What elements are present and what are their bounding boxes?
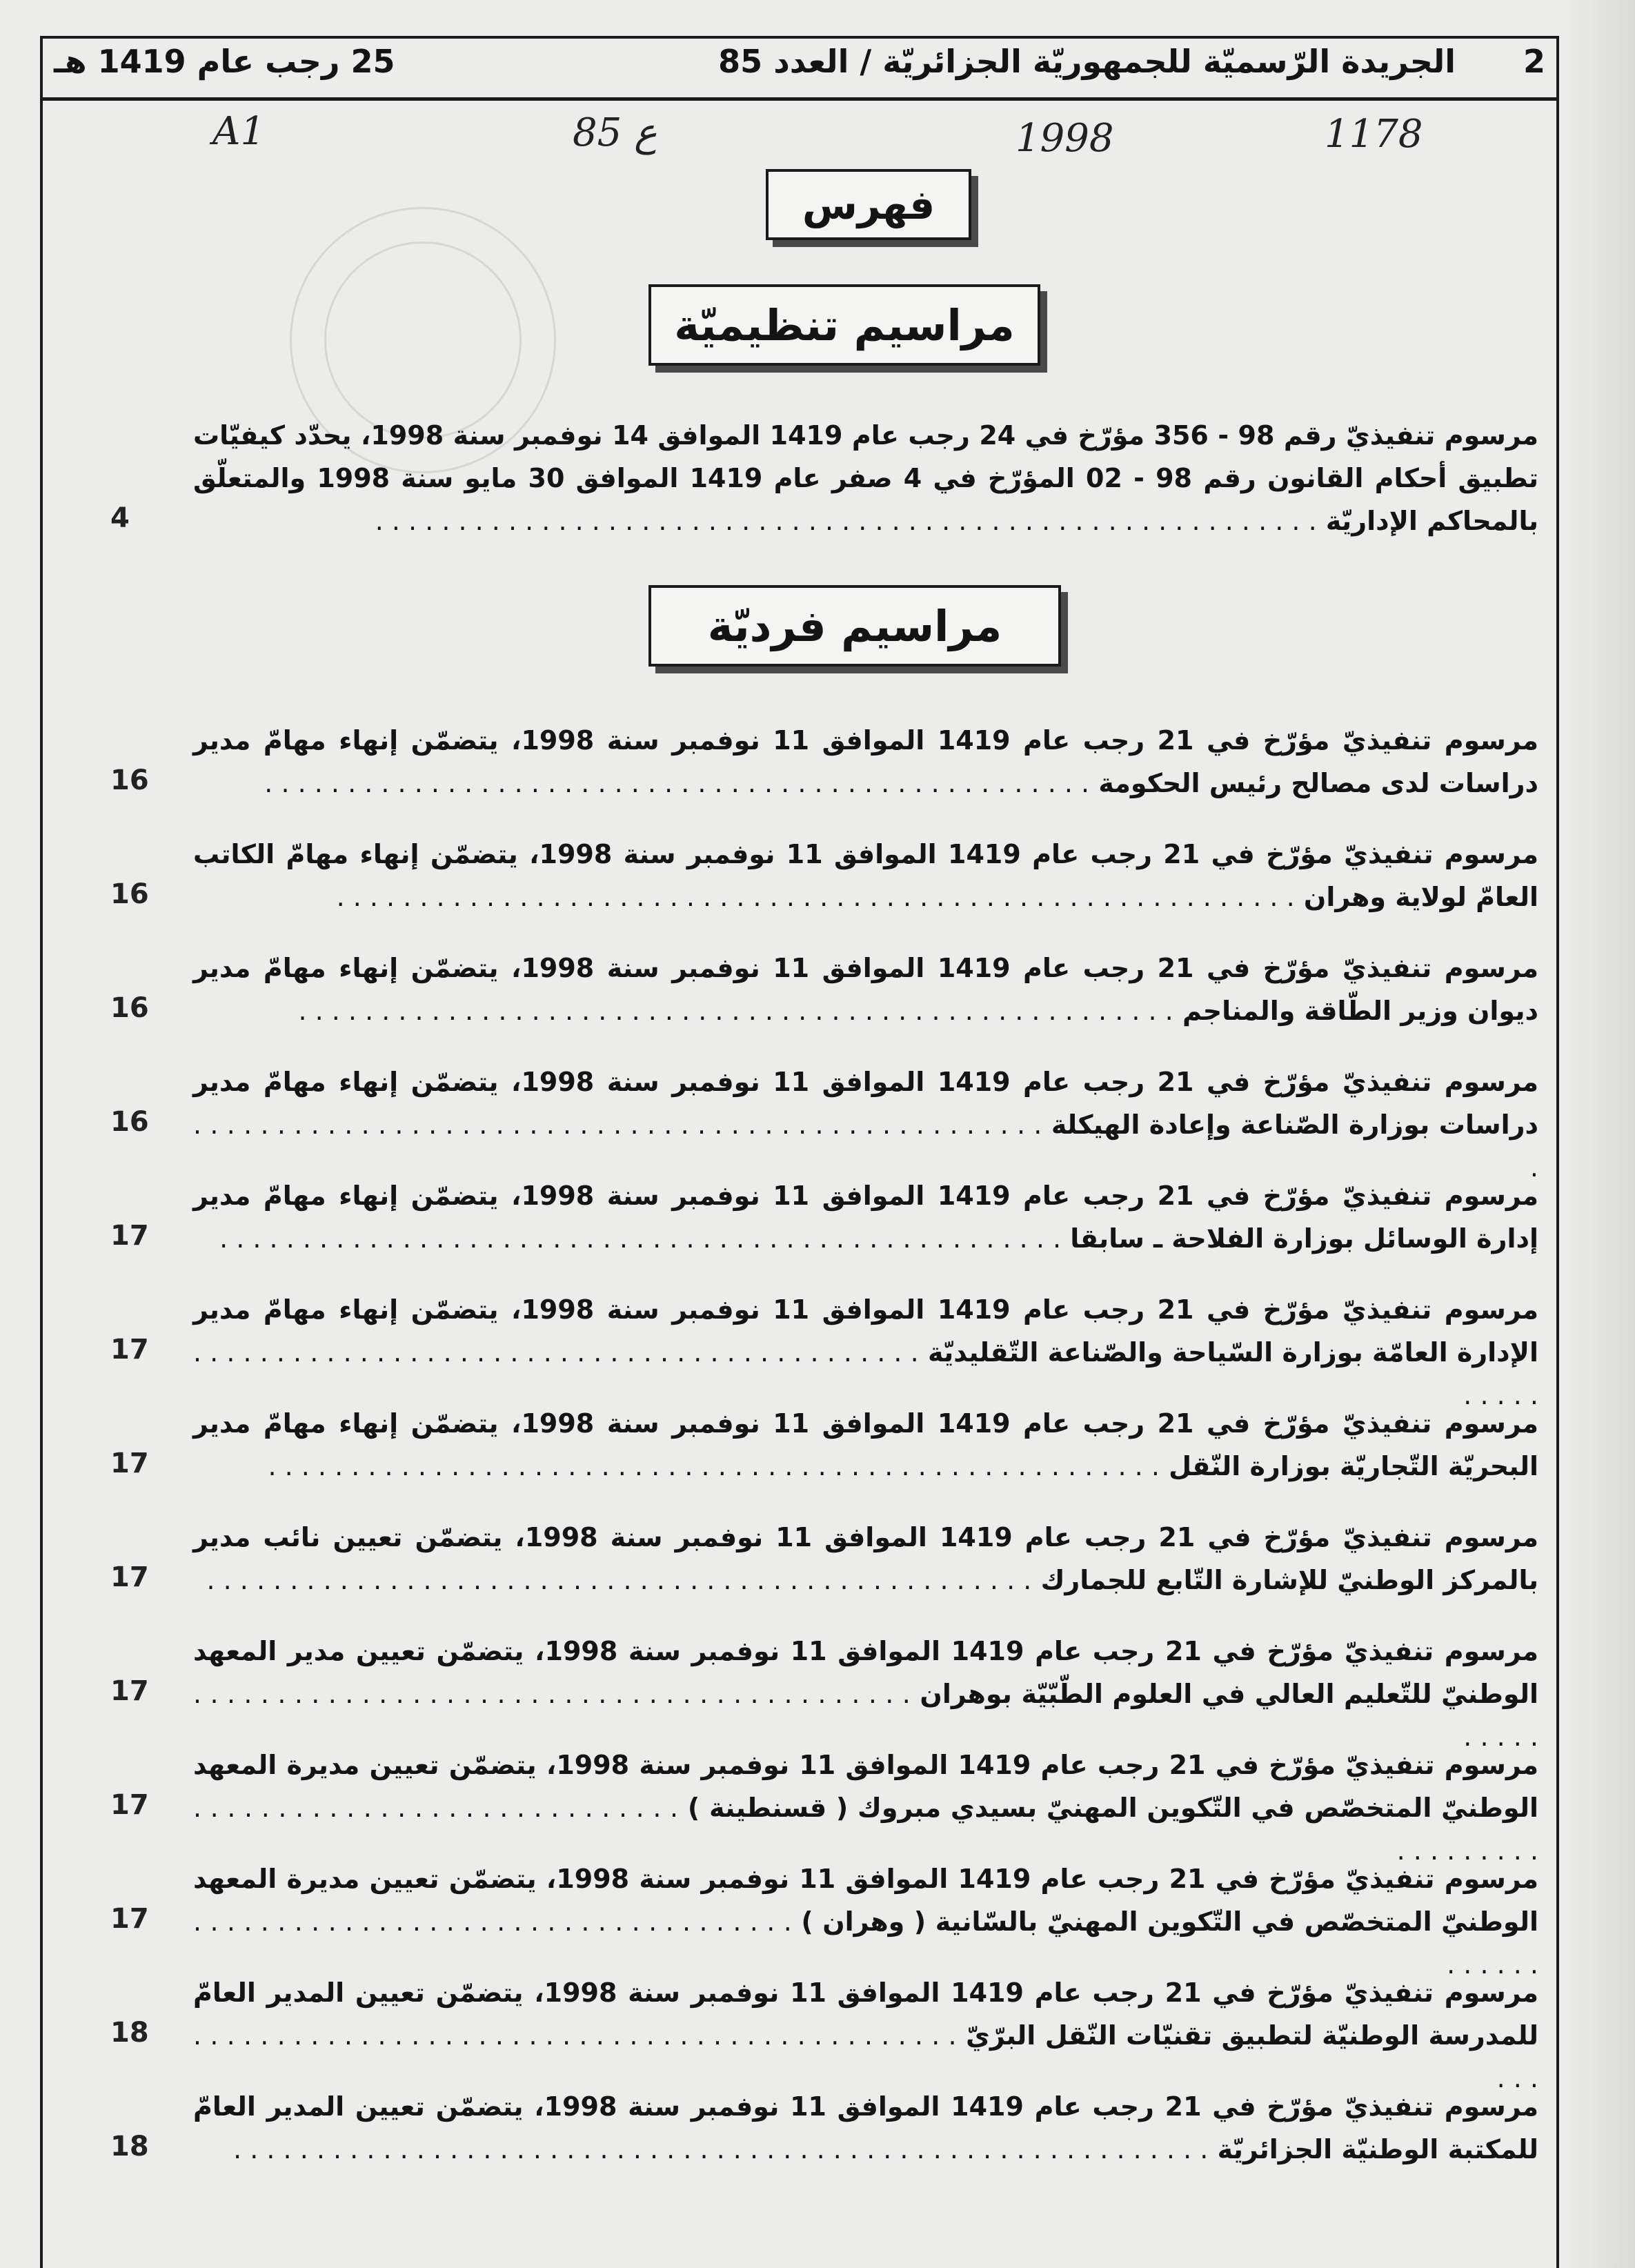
toc-entry-text: مرسوم تنفيذيّ مؤرّخ في 21 رجب عام 1419 الموافق 11 نوفمبر سنة 1998، يتضمّن إنهاء مهامّ الكاتب العامّ لولاية وهران . . . . . . . . . . . . . . . . . . . . . . . . . . . . . . . . . . . . . . . . . . . . . . . . . . . . . . . . . . [193, 839, 1538, 912]
toc-entry [103, 1630, 1538, 1752]
leader-dots: . . . . . . . . . . . . . . . . . . . . . . . . . . . . . . . . . . . . . . [193, 1793, 1538, 1866]
section-title-regulatory: مراسيم تنظيميّة [648, 284, 1040, 366]
toc-entry-text: مرسوم تنفيذيّ مؤرّخ في 21 رجب عام 1419 الموافق 11 نوفمبر سنة 1998، يتضمّن تعيين مدير المعهد الوطنيّ للتّعليم العالي في العلوم الطّبّيّة بوهران . . . . . . . . . . . . . . . . . . . . . . . . . . . . . . . . . . . . . . . . . . . . . . . . [193, 1636, 1538, 1752]
section-title-individual: مراسيم فرديّة [648, 585, 1061, 667]
toc-entry-page: 17 [110, 1903, 149, 1935]
handwritten-note: ع 85 [573, 110, 657, 155]
leader-dots: . . . . . . . . . . . . . . . . . . . . . . . . . . . . . . . . . . . . . . . . . . . . . . . . . . . . . . [268, 1451, 1160, 1481]
leader-dots: . . . . . . . . . . . . . . . . . . . . . . . . . . . . . . . . . . . . . . . . . . . . . . . . . [193, 2020, 1538, 2093]
leader-dots: . . . . . . . . . . . . . . . . . . . . . . . . . . . . . . . . . . . . . . . . . . . . . . . . . . . . . [298, 996, 1173, 1026]
page-edge-shadow [1566, 0, 1635, 2268]
leader-dots: . . . . . . . . . . . . . . . . . . . . . . . . . . . . . . . . . . . . . . . . . . [193, 1906, 1538, 1980]
toc-entry [103, 1744, 1539, 1866]
toc-entry-page: 17 [110, 1448, 149, 1479]
leader-dots: . . . . . . . . . . . . . . . . . . . . . . . . . . . . . . . . . . . . . . . . . . . . . . . . . . . . [193, 1110, 1538, 1183]
leader-dots: . . . . . . . . . . . . . . . . . . . . . . . . . . . . . . . . . . . . . . . . . . . . . . . . . . [206, 1565, 1032, 1595]
toc-entry-text: مرسوم تنفيذيّ مؤرّخ في 21 رجب عام 1419 الموافق 11 نوفمبر سنة 1998، يتضمّن إنهاء مهامّ مدير دراسات لدى مصالح رئيس الحكومة . . . . . . . . . . . . . . . . . . . . . . . . . . . . . . . . . . . . . . . . . . . . . . . . . . [193, 725, 1538, 798]
toc-entry-page: 16 [110, 992, 149, 1024]
toc-entry [103, 414, 1538, 538]
page-header [40, 36, 1559, 101]
toc-entry-page: 17 [110, 1789, 149, 1821]
leader-dots: . . . . . . . . . . . . . . . . . . . . . . . . . . . . . . . . . . . . . . . . . . . . . . . . . . . . . . . . . [375, 506, 1317, 536]
toc-entry [103, 947, 1538, 1036]
toc-entry-page: 16 [110, 1106, 149, 1138]
toc-entry-text: مرسوم تنفيذيّ مؤرّخ في 21 رجب عام 1419 الموافق 11 نوفمبر سنة 1998، يتضمّن إنهاء مهامّ مدير إدارة الوسائل بوزارة الفلاحة ـ سابقا . . . . . . . . . . . . . . . . . . . . . . . . . . . . . . . . . . . . . . . . . . . . . . . . . . . [193, 1181, 1538, 1254]
header-title: الجريدة الرّسميّة للجمهوريّة الجزائريّة / العدد 85 [718, 43, 1456, 80]
handwritten-note: 1998 [1015, 116, 1114, 161]
toc-entry [103, 1288, 1538, 1410]
toc-entry [103, 1857, 1539, 1980]
header-date: 25 رجب عام 1419 هـ [54, 43, 395, 80]
toc-entry-page: 17 [110, 1220, 149, 1252]
toc-entry [103, 833, 1538, 923]
leader-dots: . . . . . . . . . . . . . . . . . . . . . . . . . . . . . . . . . . . . . . . . . . . . . . . . [193, 1679, 1538, 1752]
toc-entry-page: 18 [110, 2017, 149, 2049]
toc-entry [103, 1516, 1538, 1606]
leader-dots: . . . . . . . . . . . . . . . . . . . . . . . . . . . . . . . . . . . . . . . . . . . . . . . . . . . [219, 1223, 1062, 1254]
toc-entry-page: 17 [110, 1561, 149, 1593]
header-page-number: 2 [1523, 43, 1545, 80]
toc-entry [103, 719, 1538, 809]
toc-entry-page: 17 [110, 1334, 149, 1365]
handwritten-note: A1 [212, 109, 266, 154]
toc-entry [103, 1971, 1539, 2093]
toc-entry-text: مرسوم تنفيذيّ مؤرّخ في 21 رجب عام 1419 الموافق 11 نوفمبر سنة 1998، يتضمّن إنهاء مهامّ مدير ديوان وزير الطّاقة والمناجم . . . . . . . . . . . . . . . . . . . . . . . . . . . . . . . . . . . . . . . . . . . . . . . . . . . . . [193, 953, 1538, 1026]
toc-entry [103, 2085, 1538, 2175]
toc-entry-text: مرسوم تنفيذيّ مؤرّخ في 21 رجب عام 1419 الموافق 11 نوفمبر سنة 1998، يتضمّن تعيين مديرة المعهد الوطنيّ المتخصّص في التّكوين المهنيّ بالسّانية ( وهران ) . . . . . . . . . . . . . . . . . . . . . . . . . . . . . . . . . . . . . . . . . . [193, 1864, 1539, 1980]
index-title: فهرس [766, 169, 971, 240]
leader-dots: . . . . . . . . . . . . . . . . . . . . . . . . . . . . . . . . . . . . . . . . . . . . . . . . . . [264, 768, 1090, 798]
toc-entry [103, 1061, 1538, 1183]
toc-entry-page: 16 [110, 765, 149, 796]
toc-entry-text: مرسوم تنفيذيّ مؤرّخ في 21 رجب عام 1419 الموافق 11 نوفمبر سنة 1998، يتضمّن إنهاء مهامّ مدير البحريّة التّجاريّة بوزارة النّقل . . . . . . . . . . . . . . . . . . . . . . . . . . . . . . . . . . . . . . . . . . . . . . . . . . . . . . [193, 1408, 1538, 1481]
toc-entry-text: مرسوم تنفيذيّ مؤرّخ في 21 رجب عام 1419 الموافق 11 نوفمبر سنة 1998، يتضمّن تعيين المدير العامّ للمدرسة الوطنيّة لتطبيق تقنيّات النّقل البرّيّ . . . . . . . . . . . . . . . . . . . . . . . . . . . . . . . . . . . . . . . . . . . . . . . . . [193, 1978, 1539, 2093]
leader-dots: . . . . . . . . . . . . . . . . . . . . . . . . . . . . . . . . . . . . . . . . . . . . . . . . . . . . . . . . . . . [233, 2134, 1209, 2165]
toc-entry-text: مرسوم تنفيذيّ مؤرّخ في 21 رجب عام 1419 الموافق 11 نوفمبر سنة 1998، يتضمّن إنهاء مهامّ مدير الإدارة العامّة بوزارة السّياحة والصّناعة التّقليديّة . . . . . . . . . . . . . . . . . . . . . . . . . . . . . . . . . . . . . . . . . . . . . . . . . [193, 1294, 1538, 1410]
toc-entry-text: مرسوم تنفيذيّ رقم 98 - 356 مؤرّخ في 24 رجب عام 1419 الموافق 14 نوفمبر سنة 1998، يحدّد كيفيّات تطبيق أحكام القانون رقم 98 - 02 المؤرّخ في 4 صفر عام 1419 الموافق 30 مايو سنة 1998 والمتعلّق بالمحاكم الإداريّة . . . . . . . . . . . . . . . . . . . . . . . . . . . . . . . . . . . . . . . . . . . . . . . . . . . . . . . . . [193, 420, 1539, 536]
leader-dots: . . . . . . . . . . . . . . . . . . . . . . . . . . . . . . . . . . . . . . . . . . . . . . . . . . . . . . . . . . [336, 882, 1295, 912]
toc-entry-page: 16 [110, 878, 149, 910]
toc-entry [103, 1402, 1538, 1492]
toc-entry-text: مرسوم تنفيذيّ مؤرّخ في 21 رجب عام 1419 الموافق 11 نوفمبر سنة 1998، يتضمّن تعيين المدير العامّ للمكتبة الوطنيّة الجزائريّة . . . . . . . . . . . . . . . . . . . . . . . . . . . . . . . . . . . . . . . . . . . . . . . . . . . . . . . . . . . [193, 2091, 1538, 2165]
toc-entry [103, 1174, 1538, 1264]
toc-entry-page: 18 [110, 2131, 149, 2162]
leader-dots: . . . . . . . . . . . . . . . . . . . . . . . . . . . . . . . . . . . . . . . . . . . . . . . . . [193, 1337, 1538, 1410]
toc-entry-page: 17 [110, 1675, 149, 1707]
toc-entry-text: مرسوم تنفيذيّ مؤرّخ في 21 رجب عام 1419 الموافق 11 نوفمبر سنة 1998، يتضمّن إنهاء مهامّ مدير دراسات بوزارة الصّناعة وإعادة الهيكلة . . . . . . . . . . . . . . . . . . . . . . . . . . . . . . . . . . . . . . . . . . . . . . . . . . . . [193, 1067, 1538, 1183]
toc-entry-page: 4 [110, 502, 130, 534]
toc-entry-text: مرسوم تنفيذيّ مؤرّخ في 21 رجب عام 1419 الموافق 11 نوفمبر سنة 1998، يتضمّن تعيين نائب مدير بالمركز الوطنيّ للإشارة التّابع للجمارك . . . . . . . . . . . . . . . . . . . . . . . . . . . . . . . . . . . . . . . . . . . . . . . . . . [193, 1522, 1538, 1595]
handwritten-note: 1178 [1325, 112, 1423, 157]
toc-entry-text: مرسوم تنفيذيّ مؤرّخ في 21 رجب عام 1419 الموافق 11 نوفمبر سنة 1998، يتضمّن تعيين مديرة المعهد الوطنيّ المتخصّص في التّكوين المهنيّ بسيدي مبروك ( قسنطينة ) . . . . . . . . . . . . . . . . . . . . . . . . . . . . . . . . . . . . . . [193, 1750, 1539, 1866]
